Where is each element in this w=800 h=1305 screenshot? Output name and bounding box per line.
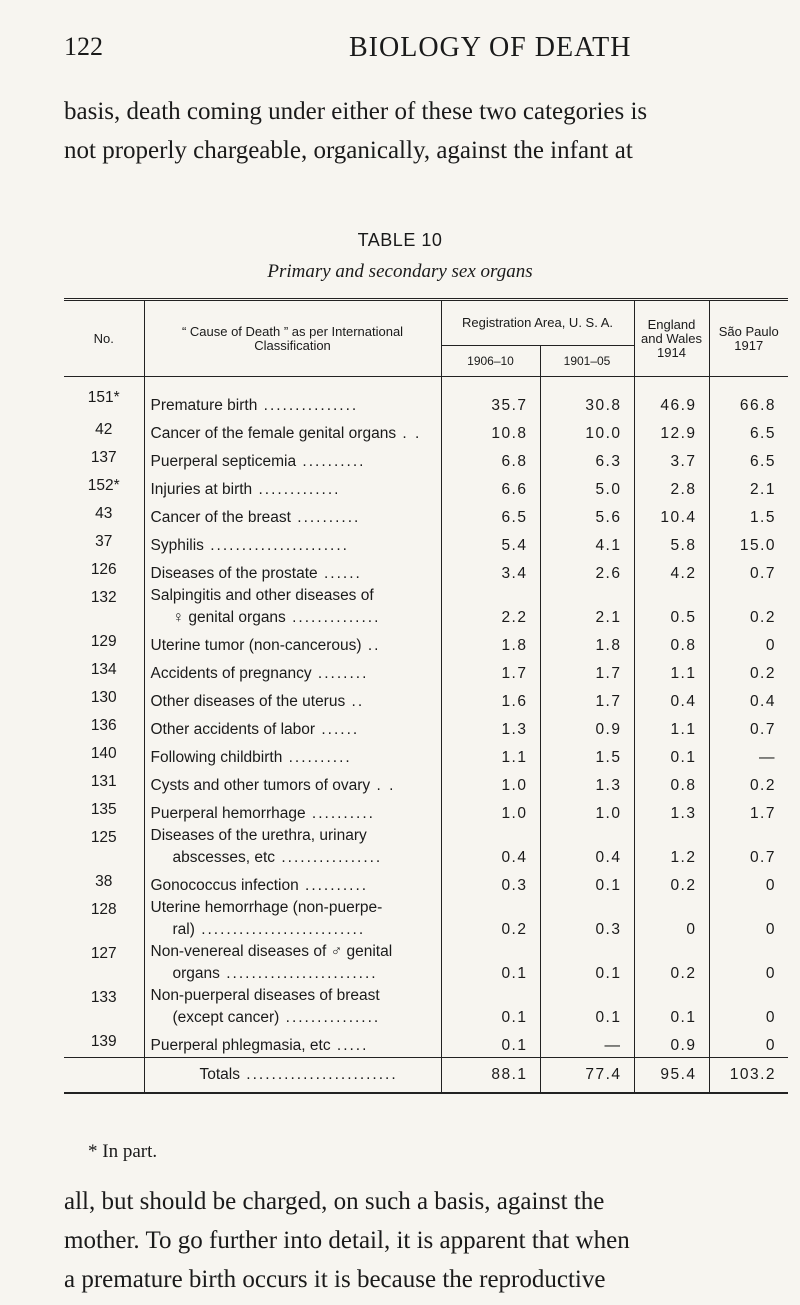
cell-no: 125 <box>90 829 117 846</box>
cell-no-empty <box>64 1058 144 1094</box>
leader-dots: ...... <box>317 565 362 582</box>
cause-text: abscesses, etc ................ <box>172 849 383 866</box>
cell-reg-1906-10: 0.1 <box>441 985 540 1029</box>
cause-text: Syphilis ...................... <box>150 537 349 554</box>
cell-cause <box>144 473 441 501</box>
cell-reg-1906-10: 1.3 <box>441 713 540 741</box>
cell-cause <box>144 629 441 657</box>
cell-no: 152* <box>87 477 120 494</box>
cell-england-wales: 0.8 <box>634 769 709 797</box>
cell-sao-paulo: 15.0 <box>709 529 788 557</box>
table-row <box>64 741 788 769</box>
header-england-wales: England and Wales 1914 <box>634 300 709 377</box>
table-row <box>64 657 788 685</box>
cell-sao-paulo: 2.1 <box>709 473 788 501</box>
cell-england-wales: 1.1 <box>634 657 709 685</box>
table-row <box>64 585 788 629</box>
leader-dots: .......................... <box>194 921 366 938</box>
cell-reg-1901-05: 0.4 <box>540 825 634 869</box>
mortality-table <box>64 298 788 1094</box>
cause-text: (except cancer) ............... <box>172 1009 381 1026</box>
table-row <box>64 417 788 445</box>
header-sao-paulo: São Paulo 1917 <box>709 300 788 377</box>
leader-dots: ............... <box>279 1009 381 1026</box>
cause-text: Uterine tumor (non-cancerous) .. <box>150 637 381 654</box>
cell-reg-1901-05: 0.1 <box>540 985 634 1029</box>
table-row <box>64 557 788 585</box>
cell-reg-1901-05: 30.8 <box>540 377 634 418</box>
cell-reg-1901-05: 0.3 <box>540 897 634 941</box>
cause-text: Other diseases of the uterus .. <box>150 693 365 710</box>
cell-cause <box>144 529 441 557</box>
cell-no: 151* <box>87 389 120 406</box>
cause-text: Non-puerperal diseases of breast <box>150 987 380 1004</box>
cell-reg-1906-10: 1.8 <box>441 629 540 657</box>
cell-england-wales: 0.8 <box>634 629 709 657</box>
cell-no: 130 <box>90 689 117 706</box>
cell-england-wales: 1.1 <box>634 713 709 741</box>
cell-cause <box>144 585 441 629</box>
table-row <box>64 713 788 741</box>
cell-cause <box>144 941 441 985</box>
leader-dots: ............. <box>252 481 341 498</box>
cause-text: Puerperal phlegmasia, etc ..... <box>150 1037 369 1054</box>
text-line: mother. To go further into detail, it is apparent that when <box>64 1227 630 1254</box>
cell-cause <box>144 685 441 713</box>
cell-no: 126 <box>90 561 117 578</box>
cell-no: 129 <box>90 633 117 650</box>
table-body <box>64 377 788 1094</box>
leader-dots: ...................... <box>203 537 349 554</box>
cell-no: 133 <box>90 989 117 1006</box>
table-row <box>64 529 788 557</box>
text-line: not properly chargeable, organically, against the infant at <box>64 137 633 164</box>
cell-england-wales: 46.9 <box>634 377 709 418</box>
cell-sao-paulo: 66.8 <box>709 377 788 418</box>
cell-no: 135 <box>90 801 117 818</box>
cell-no: 42 <box>95 421 113 438</box>
leader-dots: .......... <box>282 749 352 766</box>
totals-reg-1906-10: 88.1 <box>441 1058 540 1094</box>
cell-reg-1901-05: 5.6 <box>540 501 634 529</box>
cell-sao-paulo: 0 <box>709 869 788 897</box>
cell-reg-1901-05: 2.1 <box>540 585 634 629</box>
cell-cause <box>144 985 441 1029</box>
cell-england-wales: 0.2 <box>634 869 709 897</box>
table-footnote: * In part. <box>88 1141 158 1162</box>
leader-dots: .......... <box>298 877 369 894</box>
cell-reg-1901-05: 4.1 <box>540 529 634 557</box>
table-row <box>64 473 788 501</box>
cell-sao-paulo: 0 <box>709 897 788 941</box>
cell-no: 43 <box>95 505 113 522</box>
cell-no: 127 <box>90 945 117 962</box>
cell-reg-1901-05: 0.1 <box>540 869 634 897</box>
cell-england-wales: 0.2 <box>634 941 709 985</box>
cell-sao-paulo: 0.7 <box>709 713 788 741</box>
leader-dots: ................ <box>275 849 383 866</box>
cell-reg-1906-10: 2.2 <box>441 585 540 629</box>
header-cause: “ Cause of Death ” as per International Classification <box>144 300 441 377</box>
cell-sao-paulo: 1.5 <box>709 501 788 529</box>
cause-text: organs ........................ <box>172 965 378 982</box>
cause-text: Following childbirth .......... <box>150 749 352 766</box>
table-row <box>64 825 788 869</box>
cell-reg-1906-10: 1.6 <box>441 685 540 713</box>
leader-dots: . . <box>396 425 422 442</box>
cell-cause <box>144 557 441 585</box>
leader-dots: ..... <box>330 1037 369 1054</box>
cell-sao-paulo: — <box>709 741 788 769</box>
header-reg-1901-05: 1901–05 <box>540 346 634 377</box>
cell-reg-1901-05: 0.9 <box>540 713 634 741</box>
cell-no: 38 <box>95 873 113 890</box>
table-row <box>64 769 788 797</box>
cell-sao-paulo: 0.2 <box>709 769 788 797</box>
cell-cause <box>144 501 441 529</box>
cell-reg-1906-10: 6.5 <box>441 501 540 529</box>
table-row <box>64 869 788 897</box>
cell-reg-1906-10: 0.1 <box>441 941 540 985</box>
cell-reg-1901-05: 1.3 <box>540 769 634 797</box>
table-row <box>64 941 788 985</box>
cell-england-wales: 5.8 <box>634 529 709 557</box>
cell-reg-1906-10: 6.6 <box>441 473 540 501</box>
cell-no: 128 <box>90 901 117 918</box>
cell-sao-paulo: 0.7 <box>709 557 788 585</box>
cell-reg-1901-05: 0.1 <box>540 941 634 985</box>
cell-england-wales: 0.1 <box>634 985 709 1029</box>
cell-cause <box>144 377 441 418</box>
cause-text: Other accidents of labor ...... <box>150 721 360 738</box>
cell-sao-paulo: 0 <box>709 985 788 1029</box>
header-reg-1906-10: 1906–10 <box>441 346 540 377</box>
cell-no: 140 <box>90 745 117 762</box>
cell-sao-paulo: 1.7 <box>709 797 788 825</box>
cell-no: 136 <box>90 717 117 734</box>
text-line: all, but should be charged, on such a basis, against the <box>64 1188 605 1215</box>
cell-cause <box>144 445 441 473</box>
cell-cause <box>144 1029 441 1058</box>
cause-text: Accidents of pregnancy ........ <box>150 665 369 682</box>
cause-text: Salpingitis and other diseases of <box>150 587 374 604</box>
cell-no: 134 <box>90 661 117 678</box>
text-line: a premature birth occurs it is because the reproductive <box>64 1266 606 1293</box>
cell-england-wales: 0.4 <box>634 685 709 713</box>
leader-dots: ........ <box>311 665 369 682</box>
leader-dots: .......... <box>290 509 361 526</box>
cause-text: Gonococcus infection .......... <box>150 877 369 894</box>
leader-dots: ........................ <box>240 1066 398 1083</box>
cause-text: Puerperal septicemia .......... <box>150 453 366 470</box>
cell-reg-1901-05: 1.7 <box>540 685 634 713</box>
cell-reg-1906-10: 5.4 <box>441 529 540 557</box>
cause-text: Cancer of the female genital organs . . <box>150 425 422 442</box>
table-row <box>64 985 788 1029</box>
cell-cause <box>144 417 441 445</box>
cell-reg-1901-05: 10.0 <box>540 417 634 445</box>
page-header <box>64 28 764 68</box>
cell-sao-paulo: 0 <box>709 629 788 657</box>
cell-cause <box>144 769 441 797</box>
cause-text: Cysts and other tumors of ovary . . <box>150 777 396 794</box>
cell-no: 137 <box>90 449 117 466</box>
cell-sao-paulo: 0.4 <box>709 685 788 713</box>
page-number: 122 <box>64 32 103 61</box>
cell-reg-1901-05: 1.8 <box>540 629 634 657</box>
leader-dots: ...... <box>315 721 360 738</box>
leader-dots: . . <box>370 777 396 794</box>
table-row <box>64 377 788 418</box>
leader-dots: ........................ <box>219 965 378 982</box>
text-line: basis, death coming under either of these two categories is <box>64 98 648 125</box>
cause-text: ♀ genital organs .............. <box>172 609 381 626</box>
cell-england-wales: 10.4 <box>634 501 709 529</box>
cell-reg-1901-05: 2.6 <box>540 557 634 585</box>
cause-text: Diseases of the urethra, urinary <box>150 827 367 844</box>
cell-cause <box>144 713 441 741</box>
leader-dots: ............... <box>257 397 359 414</box>
cell-reg-1901-05: 1.7 <box>540 657 634 685</box>
cell-no: 139 <box>90 1033 117 1050</box>
cell-england-wales: 4.2 <box>634 557 709 585</box>
cell-cause <box>144 797 441 825</box>
cell-reg-1906-10: 6.8 <box>441 445 540 473</box>
table-row <box>64 1029 788 1058</box>
cell-reg-1906-10: 10.8 <box>441 417 540 445</box>
cell-cause <box>144 657 441 685</box>
cell-reg-1906-10: 3.4 <box>441 557 540 585</box>
totals-reg-1901-05: 77.4 <box>540 1058 634 1094</box>
cell-cause <box>144 869 441 897</box>
cell-england-wales: 12.9 <box>634 417 709 445</box>
cell-england-wales: 1.3 <box>634 797 709 825</box>
cell-reg-1906-10: 1.1 <box>441 741 540 769</box>
totals-label: Totals ........................ <box>144 1058 441 1094</box>
cell-cause <box>144 741 441 769</box>
cell-reg-1901-05: 1.0 <box>540 797 634 825</box>
cause-text: Premature birth ............... <box>150 397 359 414</box>
cell-reg-1901-05: — <box>540 1029 634 1058</box>
table-row <box>64 501 788 529</box>
cause-text: Injuries at birth ............. <box>150 481 341 498</box>
table-row <box>64 797 788 825</box>
cell-sao-paulo: 0.7 <box>709 825 788 869</box>
table-row <box>64 445 788 473</box>
cell-england-wales: 0.9 <box>634 1029 709 1058</box>
cause-text: Diseases of the prostate ...... <box>150 565 362 582</box>
cell-reg-1906-10: 1.0 <box>441 797 540 825</box>
leader-dots: .. <box>361 637 381 654</box>
table-title: TABLE 10 <box>357 230 443 250</box>
cause-text: ral) .......................... <box>172 921 366 938</box>
table-row <box>64 897 788 941</box>
cell-reg-1901-05: 1.5 <box>540 741 634 769</box>
cell-england-wales: 0.1 <box>634 741 709 769</box>
totals-row <box>64 1058 788 1094</box>
cause-text: Uterine hemorrhage (non-puerpe- <box>150 899 383 916</box>
cell-sao-paulo: 0.2 <box>709 585 788 629</box>
cell-england-wales: 0.5 <box>634 585 709 629</box>
table-subtitle: Primary and secondary sex organs <box>267 261 533 282</box>
cell-reg-1906-10: 1.7 <box>441 657 540 685</box>
cause-text: Puerperal hemorrhage .......... <box>150 805 375 822</box>
table-row <box>64 629 788 657</box>
cause-text: Non-venereal diseases of ♂ genital <box>150 943 393 960</box>
cell-england-wales: 0 <box>634 897 709 941</box>
cell-no: 37 <box>95 533 113 550</box>
running-head: BIOLOGY OF DEATH <box>349 32 632 63</box>
cell-sao-paulo: 0 <box>709 941 788 985</box>
cell-no: 131 <box>90 773 117 790</box>
cell-reg-1906-10: 0.2 <box>441 897 540 941</box>
cell-sao-paulo: 0.2 <box>709 657 788 685</box>
cell-reg-1906-10: 35.7 <box>441 377 540 418</box>
cell-england-wales: 1.2 <box>634 825 709 869</box>
cell-sao-paulo: 6.5 <box>709 445 788 473</box>
cell-no: 132 <box>90 589 117 606</box>
cell-reg-1901-05: 5.0 <box>540 473 634 501</box>
cell-reg-1906-10: 0.1 <box>441 1029 540 1058</box>
paragraph-top <box>64 92 788 170</box>
cell-cause <box>144 825 441 869</box>
header-registration-area: Registration Area, U. S. A. <box>441 300 634 346</box>
header-no: No. <box>64 300 144 377</box>
paragraph-bottom <box>64 1182 788 1299</box>
cell-england-wales: 2.8 <box>634 473 709 501</box>
leader-dots: .. <box>345 693 365 710</box>
totals-sao-paulo: 103.2 <box>709 1058 788 1094</box>
cell-reg-1901-05: 6.3 <box>540 445 634 473</box>
table-row <box>64 685 788 713</box>
leader-dots: .............. <box>285 609 381 626</box>
cell-england-wales: 3.7 <box>634 445 709 473</box>
leader-dots: .......... <box>305 805 375 822</box>
cell-cause <box>144 897 441 941</box>
cell-reg-1906-10: 0.4 <box>441 825 540 869</box>
cause-text: Cancer of the breast .......... <box>150 509 361 526</box>
leader-dots: .......... <box>296 453 366 470</box>
cell-sao-paulo: 0 <box>709 1029 788 1058</box>
totals-england-wales: 95.4 <box>634 1058 709 1094</box>
cell-reg-1906-10: 1.0 <box>441 769 540 797</box>
cell-reg-1906-10: 0.3 <box>441 869 540 897</box>
cell-sao-paulo: 6.5 <box>709 417 788 445</box>
